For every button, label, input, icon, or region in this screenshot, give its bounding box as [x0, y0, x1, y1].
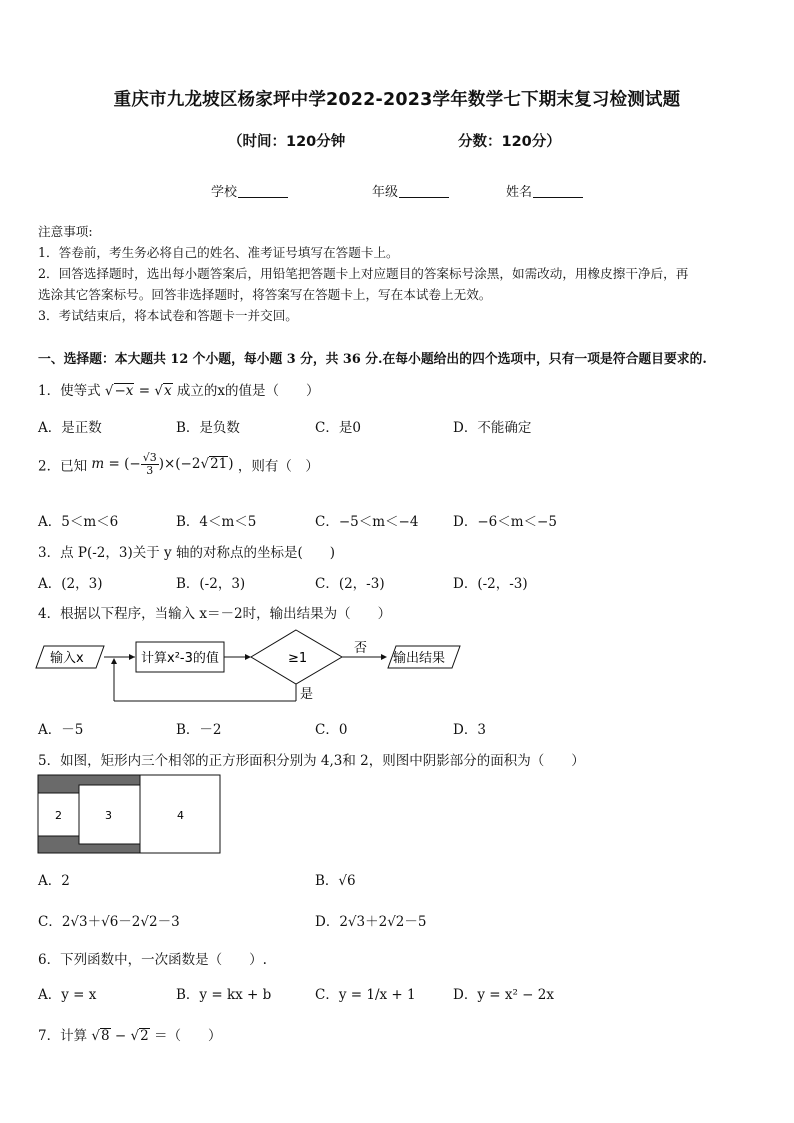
q2-option-c[interactable]: C．−5＜m＜−4	[315, 514, 419, 530]
shaded-region	[79, 775, 140, 785]
q3-option-a[interactable]: A．(2，3)	[38, 576, 103, 592]
q1-option-a[interactable]: A．是正数	[38, 420, 102, 436]
notes-heading: 注意事项:	[38, 224, 93, 239]
q3-option-c[interactable]: C．(2，-3)	[315, 576, 385, 592]
flow-output-label: 输出结果	[393, 651, 446, 666]
q2-equation: m = (− $\frac{√3}{3}$ )×(−2√21)	[91, 451, 234, 477]
flow-yes-label: 是	[300, 687, 314, 702]
flow-arrowhead	[129, 654, 135, 660]
q4-option-b[interactable]: B．－2	[176, 722, 222, 738]
flow-compute-label: 计算x²-3的值	[141, 651, 219, 666]
q5-option-d[interactable]: D．2√3＋2√2－5	[315, 914, 427, 930]
q4-option-d[interactable]: D．3	[453, 722, 486, 738]
exam-score: 分数：120分）	[458, 134, 561, 150]
q1-suffix: 成立的x的值是（ ）	[176, 383, 320, 399]
flow-arrowhead	[111, 658, 117, 664]
label-3: 3	[105, 809, 112, 822]
q2-option-d[interactable]: D．−6＜m＜−5	[453, 514, 557, 530]
q3-option-d[interactable]: D．(-2，-3)	[453, 576, 528, 592]
q5-option-b[interactable]: B．√6	[315, 873, 356, 889]
q4-option-c[interactable]: C．0	[315, 722, 348, 738]
q5-figure	[37, 774, 223, 856]
grade-blank[interactable]	[399, 184, 449, 198]
q1-equation: √−x = √x	[104, 383, 172, 399]
q2-prefix: 2．已知	[38, 458, 88, 475]
question-5: 5．如图，矩形内三个相邻的正方形面积分别为 4,3和 2，则图中阴影部分的面积为（ ）	[38, 753, 585, 769]
grade-field[interactable]	[372, 181, 449, 200]
q4-flowchart	[34, 628, 474, 708]
flow-input-label: 输入x	[50, 651, 84, 666]
question-6: 6．下列函数中，一次函数是（ ）.	[38, 952, 267, 968]
question-1	[38, 379, 319, 399]
question-2	[38, 452, 319, 477]
q6-option-d[interactable]: D．y = x² − 2x	[453, 987, 554, 1003]
school-field[interactable]	[211, 181, 288, 200]
name-label: 姓名	[506, 185, 533, 200]
page-title: 重庆市九龙坡区杨家坪中学2022-2023学年数学七下期末复习检测试题	[113, 90, 681, 110]
q6-option-b[interactable]: B．y = kx + b	[176, 987, 272, 1003]
shaded-region	[38, 775, 79, 793]
question-3: 3．点 P(-2，3)关于 y 轴的对称点的坐标是( )	[38, 545, 335, 561]
school-blank[interactable]	[238, 184, 288, 198]
label-4: 4	[177, 809, 184, 822]
name-field[interactable]	[506, 181, 583, 200]
q5-option-a[interactable]: A．2	[38, 873, 70, 889]
flow-no-label: 否	[354, 641, 368, 656]
q1-prefix: 1．使等式	[38, 383, 101, 399]
q5-option-c[interactable]: C．2√3＋√6－2√2－3	[38, 914, 180, 930]
q1-option-d[interactable]: D．不能确定	[453, 420, 532, 436]
exam-time: （时间：120分钟	[228, 134, 346, 150]
q3-option-b[interactable]: B．(-2，3)	[176, 576, 246, 592]
q2-option-b[interactable]: B．4＜m＜5	[176, 514, 257, 530]
q2-suffix: ，则有（ ）	[237, 458, 319, 475]
q7-prefix: 7．计算	[38, 1028, 88, 1044]
name-blank[interactable]	[533, 184, 583, 198]
question-4: 4．根据以下程序，当输入 x＝－2时，输出结果为（ ）	[38, 606, 392, 622]
note-item: 2．回答选择题时，选出每小题答案后，用铅笔把答题卡上对应题目的答案标号涂黑，如需改动，用橡皮擦干净后，再	[38, 266, 689, 281]
flow-arrowhead	[381, 654, 387, 660]
shaded-region	[38, 836, 79, 853]
section-heading: 一、选择题：本大题共 12 个小题，每小题 3 分，共 36 分.在每小题给出的四个选项中，只有一项是符合题目要求的.	[38, 352, 707, 367]
note-item: 1．答卷前，考生务必将自己的姓名、准考证号填写在答题卡上。	[38, 245, 399, 260]
q1-option-c[interactable]: C．是0	[315, 420, 361, 436]
shaded-region	[79, 844, 140, 853]
q7-equation: √8 − √2	[91, 1028, 149, 1044]
note-item: 选涂其它答案标号。回答非选择题时，将答案写在答题卡上，写在本试卷上无效。	[38, 287, 492, 302]
q7-suffix: ＝（ ）	[153, 1028, 222, 1044]
grade-label: 年级	[372, 185, 399, 200]
note-item: 3．考试结束后，将本试卷和答题卡一并交回。	[38, 308, 298, 323]
q4-option-a[interactable]: A．－5	[38, 722, 84, 738]
q6-option-c[interactable]: C．y = 1/x + 1	[315, 987, 416, 1003]
question-7	[38, 1024, 221, 1044]
q6-option-a[interactable]: A．y = x	[38, 987, 97, 1003]
q1-option-b[interactable]: B．是负数	[176, 420, 240, 436]
flow-condition-label: ≥1	[288, 651, 308, 666]
school-label: 学校	[211, 185, 238, 200]
label-2: 2	[55, 809, 62, 822]
q2-option-a[interactable]: A．5＜m＜6	[38, 514, 119, 530]
